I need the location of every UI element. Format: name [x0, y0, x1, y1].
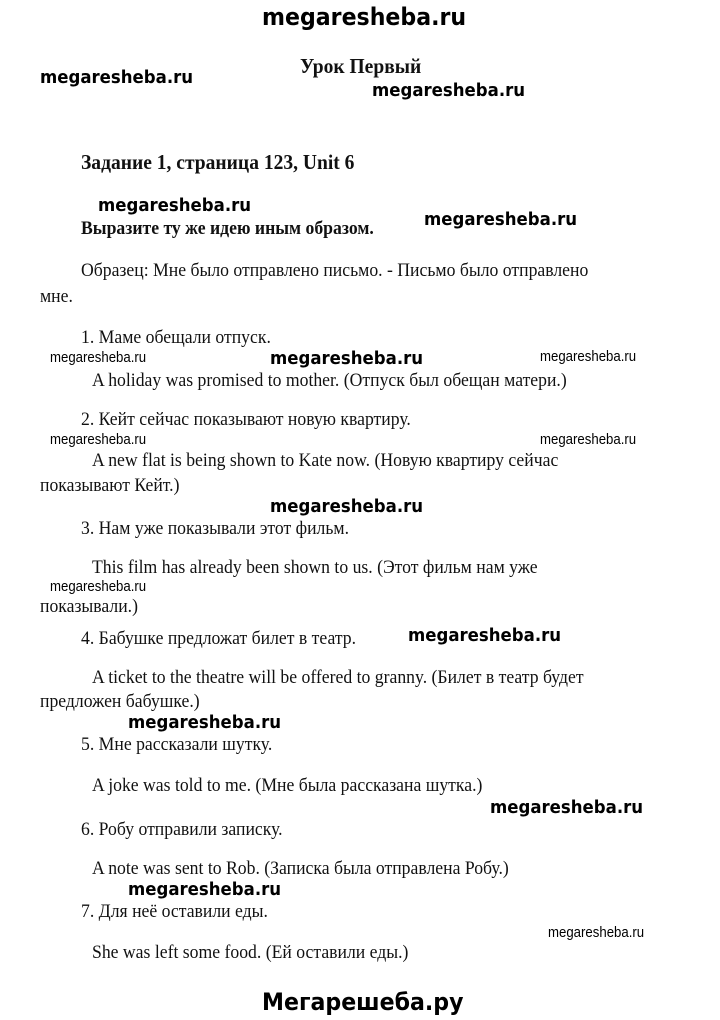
answer-7: She was left some food. (Ей оставили еды.) — [92, 942, 409, 963]
watermark: megaresheba.ru — [424, 209, 578, 230]
watermark: megaresheba.ru — [50, 578, 147, 595]
question-2: 2. Кейт сейчас показывают новую квартиру. — [81, 409, 411, 430]
watermark: megaresheba.ru — [270, 348, 424, 369]
question-4: 4. Бабушке предложат билет в театр. — [81, 628, 357, 649]
watermark: megaresheba.ru — [490, 797, 644, 818]
question-1: 1. Маме обещали отпуск. — [81, 327, 271, 348]
question-7: 7. Для неё оставили еды. — [81, 901, 268, 922]
answer-2-cont: показывают Кейт.) — [40, 475, 180, 496]
question-3: 3. Нам уже показывали этот фильм. — [81, 518, 350, 539]
answer-2: A new flat is being shown to Kate now. (Новую квартиру сейчас — [92, 450, 559, 471]
footer-watermark: Мегарешеба.ру — [262, 988, 464, 1016]
watermark: megaresheba.ru — [540, 348, 637, 365]
answer-5: A joke was told to me. (Мне была рассказана шутка.) — [92, 775, 483, 796]
watermark: megaresheba.ru — [408, 625, 562, 646]
watermark: megaresheba.ru — [540, 431, 637, 448]
instruction: Выразите ту же идею иным образом. — [81, 218, 374, 239]
watermark: megaresheba.ru — [50, 431, 147, 448]
answer-4: A ticket to the theatre will be offered to granny. (Билет в театр будет — [92, 667, 584, 688]
answer-6: A note was sent to Rob. (Записка была отправлена Робу.) — [92, 858, 509, 879]
question-6: 6. Робу отправили записку. — [81, 819, 283, 840]
header-watermark: megaresheba.ru — [262, 3, 467, 31]
watermark: megaresheba.ru — [270, 496, 424, 517]
answer-3-cont: показывали.) — [40, 596, 138, 617]
question-5: 5. Мне рассказали шутку. — [81, 734, 273, 755]
watermark: megaresheba.ru — [50, 349, 147, 366]
watermark: megaresheba.ru — [98, 195, 252, 216]
watermark: megaresheba.ru — [548, 924, 645, 941]
answer-4-cont: предложен бабушке.) — [40, 691, 200, 712]
watermark: megaresheba.ru — [40, 67, 194, 88]
task-title: Задание 1, страница 123, Unit 6 — [81, 150, 355, 174]
example-line-2: мне. — [40, 286, 73, 307]
answer-1: A holiday was promised to mother. (Отпуск был обещан матери.) — [92, 370, 567, 391]
watermark: megaresheba.ru — [128, 712, 282, 733]
lesson-title: Урок Первый — [300, 54, 422, 78]
example-line-1: Образец: Мне было отправлено письмо. - Письмо было отправлено — [81, 260, 589, 281]
watermark: megaresheba.ru — [128, 879, 282, 900]
watermark: megaresheba.ru — [372, 80, 526, 101]
answer-3: This film has already been shown to us. (Этот фильм нам уже — [92, 557, 538, 578]
